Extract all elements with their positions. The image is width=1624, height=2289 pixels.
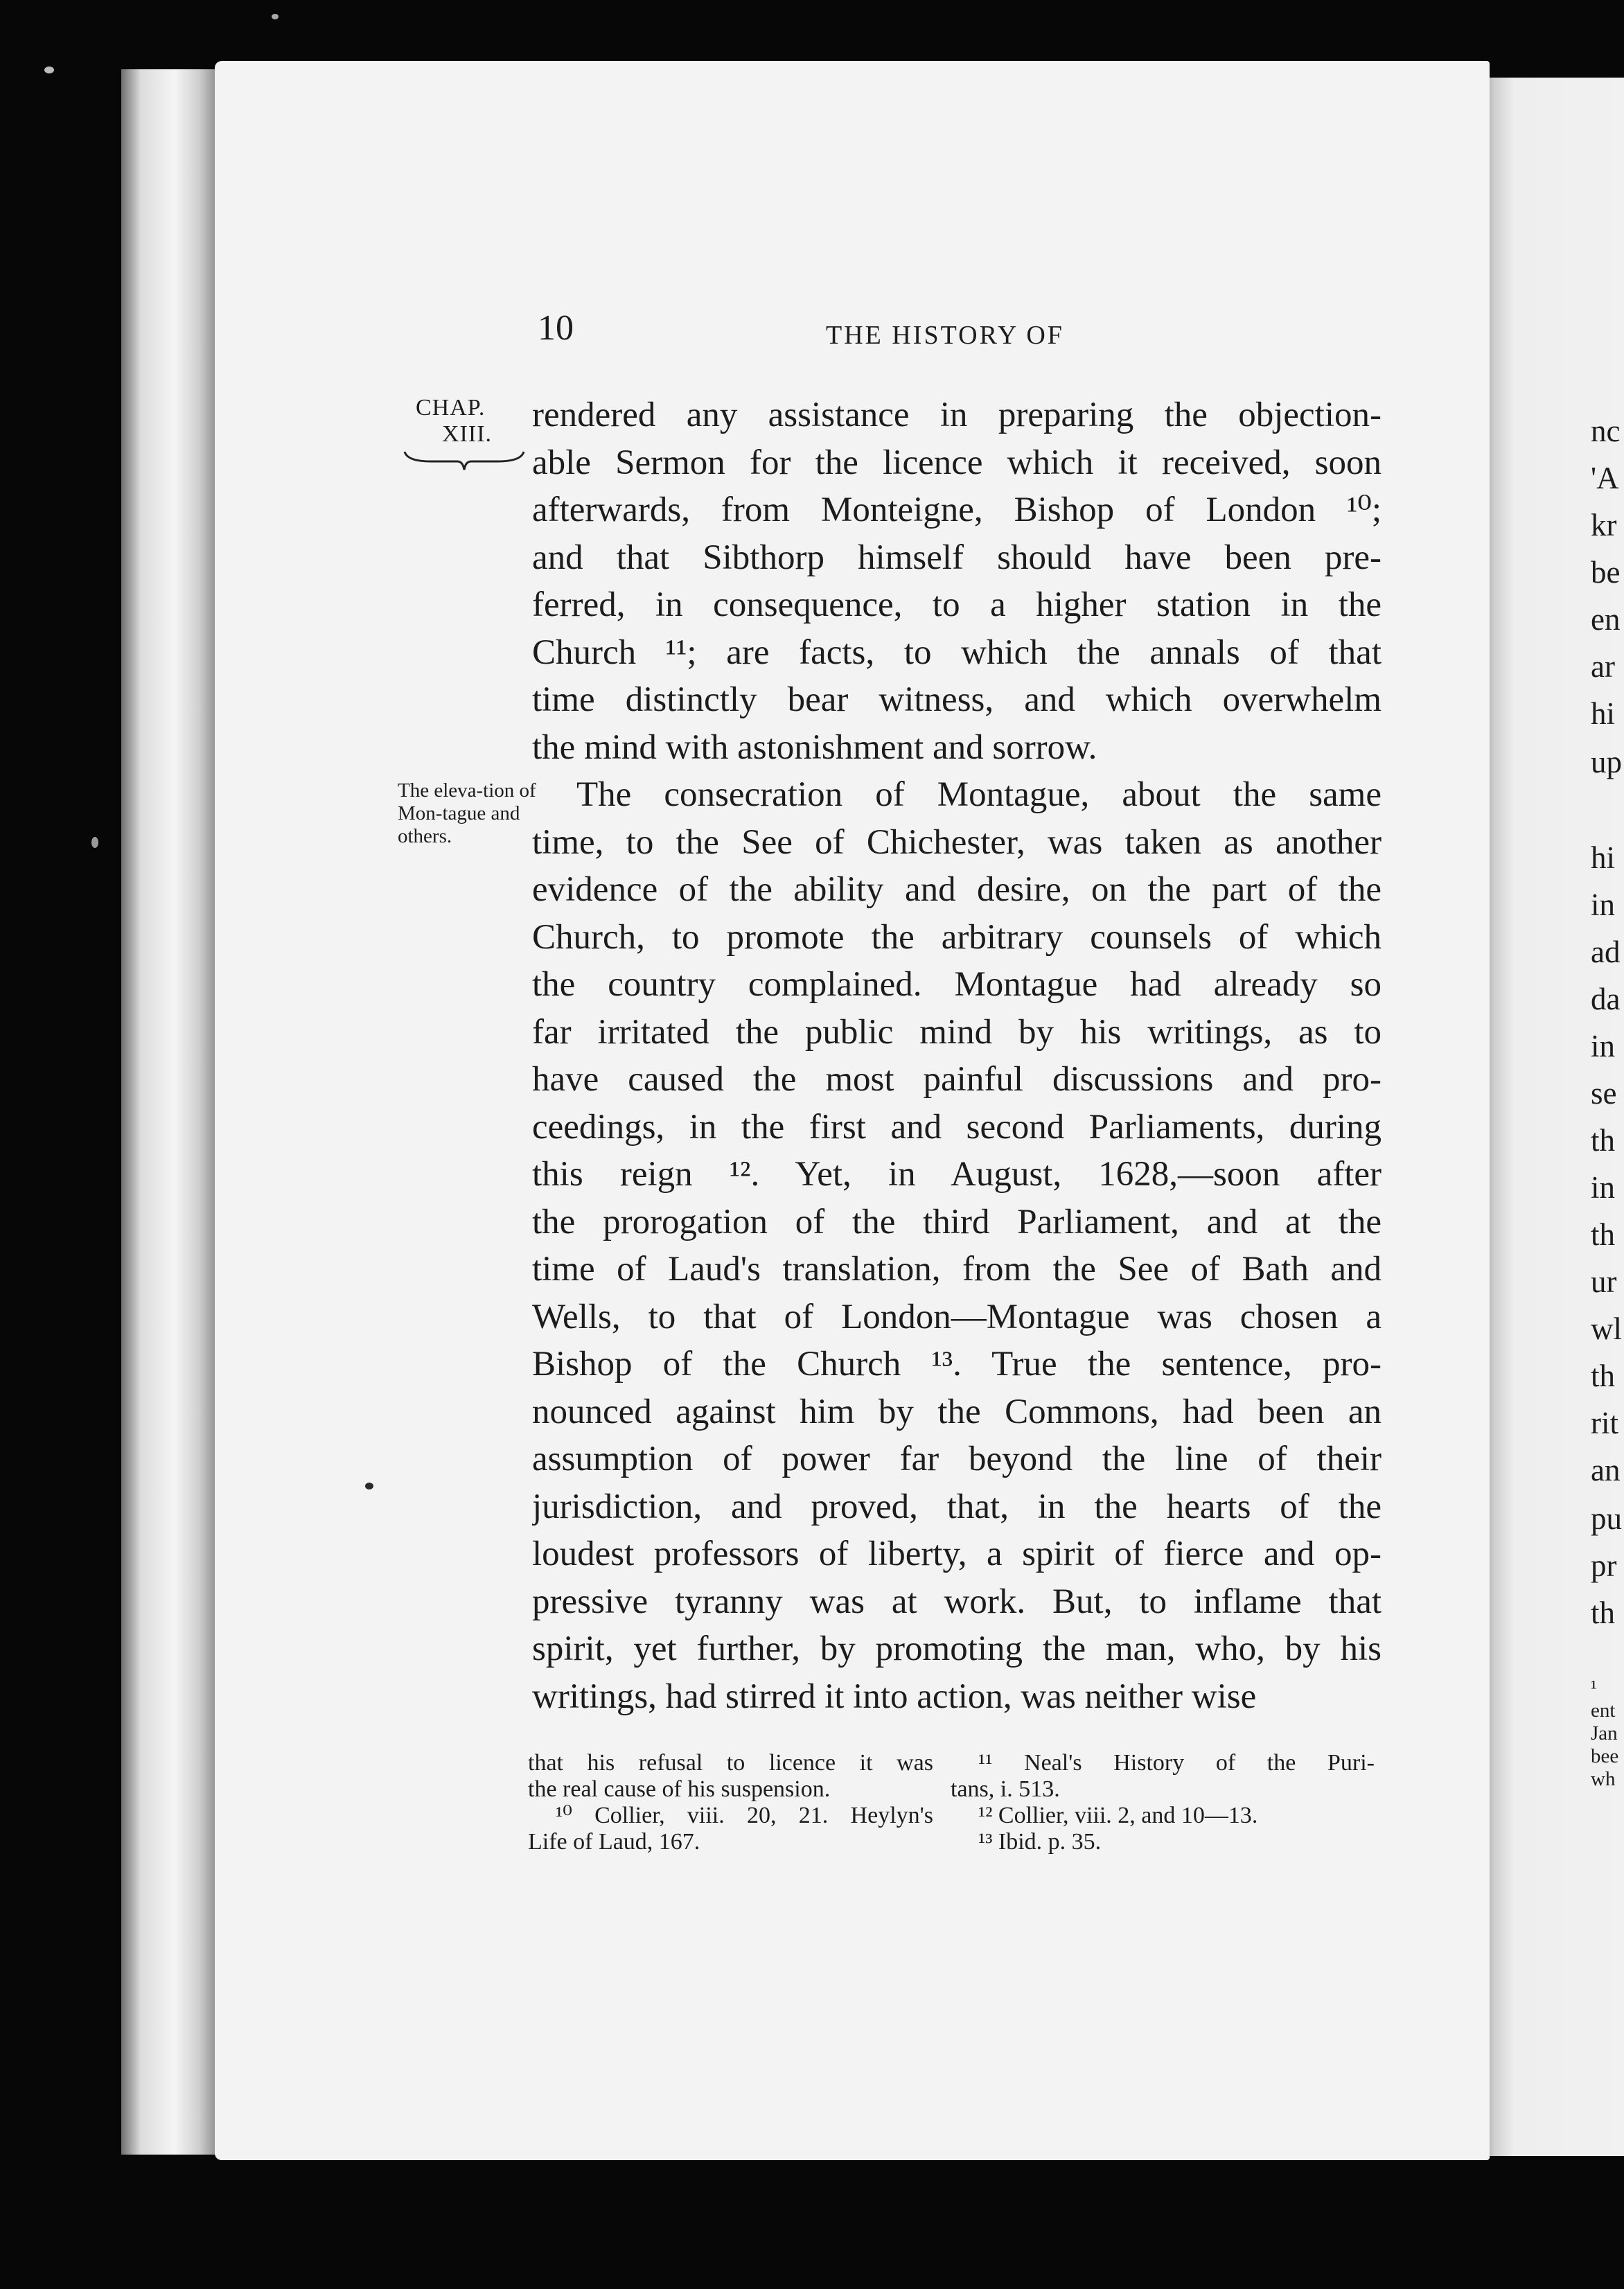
text-line: time, to the See of Chichester, was taken as another [532,822,1382,862]
footnote-line: the real cause of his suspension. [528,1776,831,1802]
footnote-line: ¹² Collier, viii. 2, and 10—13. [978,1803,1258,1828]
facing-page-line-fragment: pu [1591,1501,1622,1536]
text-line: pressive tyranny was at work. But, to inflame that [532,1582,1382,1621]
facing-page-line-fragment: da [1591,982,1621,1016]
text-line: far irritated the public mind by his writings, as to [532,1012,1382,1052]
dust-speck [44,67,54,73]
text-line: ferred, in consequence, to a higher station in the [532,585,1382,624]
facing-page-line-fragment: ar [1591,649,1615,684]
text-line: the mind with astonishment and sorrow. [532,727,1097,767]
ink-speck [365,1483,373,1490]
text-line: have caused the most painful discussions and pro- [532,1060,1382,1099]
footnote-column-left [528,1750,933,1855]
text-line: loudest professors of liberty, a spirit of fierce and op- [532,1535,1382,1573]
footnote-line: ¹¹ Neal's History of the Puri- [978,1750,1375,1776]
facing-page-line-fragment: in [1591,1170,1616,1205]
facing-page-line-fragment: en [1591,602,1621,637]
facing-page-line-fragment: th [1591,1596,1616,1630]
text-line: The consecration of Montague, about the same [576,775,1382,814]
text-line: able Sermon for the licence which it received, soon [532,443,1382,482]
text-line: spirit, yet further, by promoting the man, who, by his [532,1629,1382,1668]
facing-page-footnote-fragment: Jan [1591,1722,1618,1744]
text-line: the country complained. Montague had already so [532,965,1382,1004]
facing-page-line-fragment: ur [1591,1264,1617,1299]
footnote-line: ¹⁰ Collier, viii. 20, 21. Heylyn's [556,1803,933,1828]
text-line: nounced against him by the Commons, had been an [532,1392,1382,1431]
running-title: THE HISTORY OF [826,321,1064,350]
text-line: writings, had stirred it into action, was neither wise [532,1677,1257,1716]
facing-page-line-fragment: th [1591,1359,1616,1393]
facing-page-footnote-fragment: wh [1591,1768,1616,1790]
facing-page-line-fragment: hi [1591,840,1616,875]
text-line: afterwards, from Monteigne, Bishop of London ¹⁰; [532,491,1382,529]
text-line: ceedings, in the first and second Parliaments, during [532,1107,1382,1147]
text-line: Bishop of the Church ¹³. True the sentence, pro- [532,1345,1382,1384]
text-line: evidence of the ability and desire, on the part of the [532,870,1382,909]
text-line: rendered any assistance in preparing the objection- [532,396,1382,434]
text-line: Wells, to that of London—Montague was chosen a [532,1297,1382,1336]
text-line: and that Sibthorp himself should have been pre- [532,538,1382,577]
facing-page-line-fragment: th [1591,1123,1616,1158]
text-line: the prorogation of the third Parliament, and at the [532,1202,1382,1241]
facing-page-line-fragment: nc [1591,414,1621,448]
chapter-numeral: XIII. [442,421,493,447]
facing-page-line-fragment: in [1591,1029,1616,1063]
facing-page-line-fragment: hi [1591,696,1616,731]
text-line: time distinctly bear witness, and which overwhelm [532,680,1382,719]
facing-page-line-fragment: an [1591,1453,1621,1487]
facing-page-footnote-fragment: bee [1591,1745,1619,1767]
facing-page-line-fragment: 'A [1591,461,1619,495]
book-gutter [121,69,218,2155]
dust-speck [91,837,98,848]
footnote-line: ¹³ Ibid. p. 35. [978,1829,1102,1855]
facing-page-line-fragment: se [1591,1076,1617,1111]
facing-page-line-fragment: up [1591,745,1622,779]
text-line: jurisdiction, and proved, that, in the hearts of the [532,1487,1382,1526]
marginal-side-note: The eleva-tion of Mon-tague and others. [398,779,536,847]
text-line: this reign ¹². Yet, in August, 1628,—soon after [532,1155,1382,1194]
facing-page-line-fragment: pr [1591,1548,1617,1583]
facing-page-footnote-fragment: ¹ [1591,1677,1597,1699]
chapter-brace-ornament [403,449,525,472]
facing-page-line-fragment: kr [1591,508,1617,542]
facing-page-line-fragment: wl [1591,1311,1622,1346]
facing-page-edge [1483,78,1624,2156]
footnote-column-right [951,1750,1375,1855]
text-line: Church, to promote the arbitrary counsels of which [532,917,1382,957]
footnote-line: that his refusal to licence it was [528,1750,933,1776]
facing-page-line-fragment: rit [1591,1406,1618,1440]
footnote-line: Life of Laud, 167. [528,1829,700,1855]
facing-page-line-fragment: in [1591,887,1616,922]
chapter-label: CHAP. [416,395,486,421]
dust-speck [272,14,279,19]
facing-page-footnote-fragment: ent [1591,1699,1616,1722]
facing-page-line-fragment: ad [1591,935,1621,969]
facing-page-line-fragment: th [1591,1217,1616,1252]
footnote-line: tans, i. 513. [951,1776,1060,1802]
text-line: Church ¹¹; are facts, to which the annals of that [532,633,1382,672]
facing-page-line-fragment: be [1591,555,1621,590]
text-line: time of Laud's translation, from the See of Bath and [532,1250,1382,1289]
text-line: assumption of power far beyond the line of their [532,1440,1382,1478]
page-number: 10 [538,308,574,348]
